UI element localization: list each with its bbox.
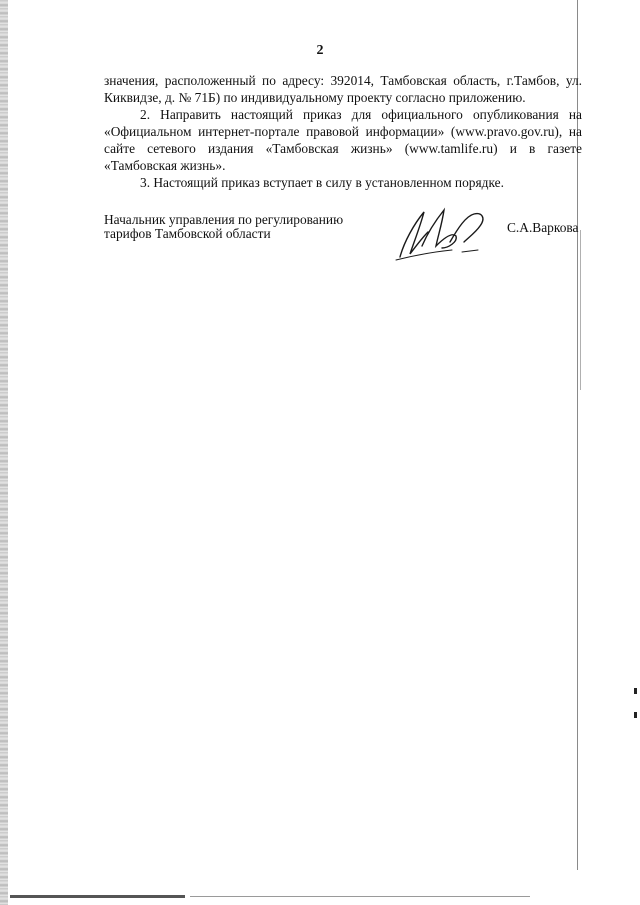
paragraph-effective: 3. Настоящий приказ вступает в силу в установленном порядке. bbox=[140, 175, 504, 190]
signer-name: С.А.Варкова bbox=[507, 220, 579, 235]
page-number: 2 bbox=[316, 43, 324, 58]
paragraph-publication: 2. Направить настоящий приказ для официального опубликования на «Официальном интернет-портале правовой информации» (www.pravo.gov.ru), на сайте сетевого издания «Тамбовская жизнь» (www.tamlife.ru) и в газете «Тамбовская жизнь». bbox=[104, 107, 582, 173]
signer-title-line-1: Начальник управления по регулированию bbox=[104, 212, 344, 227]
signer-title-line-2: тарифов Тамбовской области bbox=[104, 226, 271, 241]
scan-edge-artifact bbox=[0, 0, 8, 905]
paragraph-continuation: значения, расположенный по адресу: 392014, Тамбовская область, г.Тамбов, ул. Киквидзе, д. № 71Б) по индивидуальному проекту согласно приложению. bbox=[104, 73, 582, 105]
scan-fold-line-secondary bbox=[580, 230, 581, 390]
scan-bottom-artifact-thin bbox=[190, 896, 530, 897]
signer-title bbox=[104, 213, 384, 241]
body-text bbox=[104, 72, 582, 191]
scan-bottom-artifact bbox=[10, 895, 185, 898]
handwritten-signature bbox=[392, 202, 497, 264]
scan-speck bbox=[634, 712, 637, 718]
scan-speck bbox=[634, 688, 637, 694]
